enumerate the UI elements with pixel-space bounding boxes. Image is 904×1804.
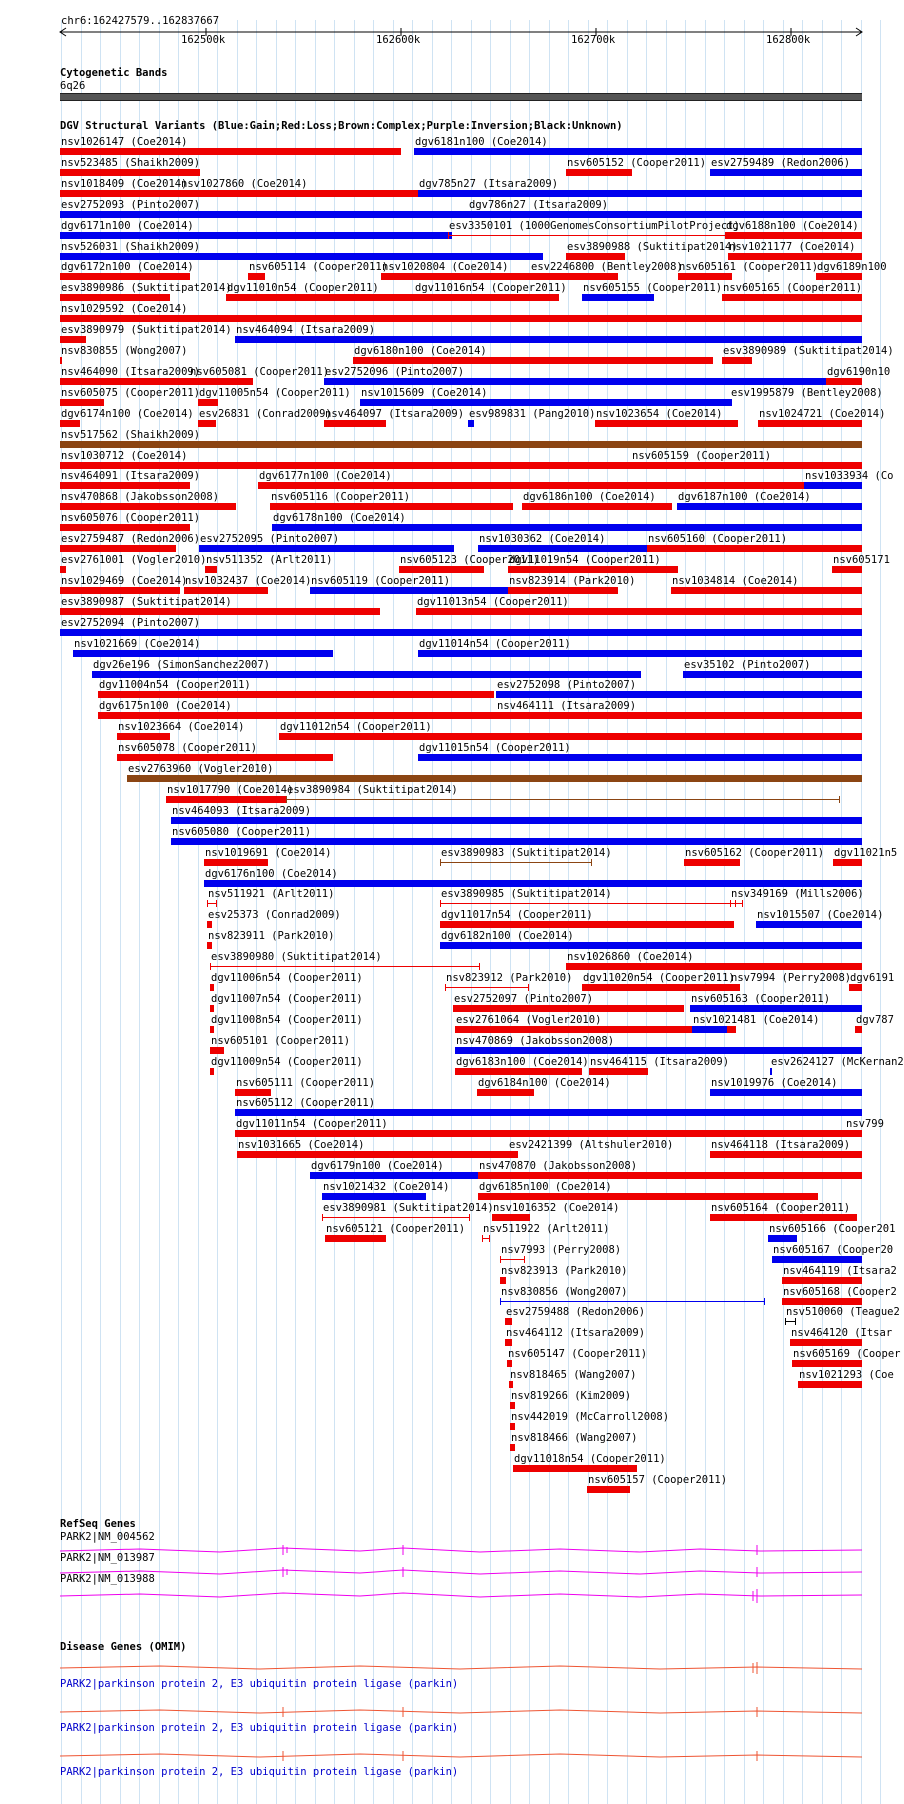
- variant-label[interactable]: nsv605157 (Cooper2011): [588, 1474, 728, 1486]
- variant-label[interactable]: nsv605075 (Cooper2011): [61, 387, 201, 399]
- variant-label[interactable]: dgv6189n100: [817, 261, 887, 273]
- variant-label[interactable]: esv3890985 (Suktitipat2014): [441, 888, 612, 900]
- variant-label[interactable]: nsv7994 (Perry2008): [731, 972, 852, 984]
- variant-label[interactable]: dgv785n27 (Itsara2009): [419, 178, 559, 190]
- ruler-tick-label: 162700k: [571, 34, 616, 46]
- variant-label[interactable]: dgv6172n100 (Coe2014): [61, 261, 194, 273]
- variant-label[interactable]: nsv1021432 (Coe2014): [323, 1181, 450, 1193]
- variant-label[interactable]: nsv523485 (Shaikh2009): [61, 157, 201, 169]
- variant-label[interactable]: dgv11016n54 (Cooper2011): [415, 282, 567, 294]
- variant-label[interactable]: nsv1015507 (Coe2014): [757, 909, 884, 921]
- variant-label[interactable]: dgv6190n10: [827, 366, 891, 378]
- variant-label[interactable]: esv26831 (Conrad2009): [199, 408, 332, 420]
- variant-label[interactable]: nsv823911 (Park2010): [208, 930, 335, 942]
- variant-label[interactable]: nsv605166 (Cooper201: [769, 1223, 896, 1235]
- variant-label[interactable]: nsv464091 (Itsara2009): [61, 470, 201, 482]
- variant-label[interactable]: esv2624127 (McKernan2: [771, 1056, 904, 1068]
- variant-label[interactable]: nsv605171: [833, 554, 890, 566]
- omim-gene-link[interactable]: PARK2|parkinson protein 2, E3 ubiquitin protein ligase (parkin): [60, 1722, 459, 1734]
- variant-label[interactable]: esv2752093 (Pinto2007): [61, 199, 201, 211]
- variant-label[interactable]: nsv605152 (Cooper2011): [567, 157, 707, 169]
- variant-label[interactable]: nsv605147 (Cooper2011): [508, 1348, 648, 1360]
- variant-label[interactable]: nsv823912 (Park2010): [446, 972, 573, 984]
- variant-label[interactable]: nsv605080 (Cooper2011): [172, 826, 312, 838]
- variant-label[interactable]: nsv526031 (Shaikh2009): [61, 241, 201, 253]
- variant-label[interactable]: dgv11014n54 (Cooper2011): [419, 638, 571, 650]
- refseq-track-title: RefSeq Genes: [60, 1518, 136, 1530]
- variant-label[interactable]: dgv6187n100 (Coe2014): [678, 491, 811, 503]
- variant-label[interactable]: dgv11004n54 (Cooper2011): [99, 679, 251, 691]
- variant-label[interactable]: nsv605163 (Cooper2011): [691, 993, 831, 1005]
- variant-label[interactable]: dgv6182n100 (Coe2014): [441, 930, 574, 942]
- dgv-track-title: DGV Structural Variants (Blue:Gain;Red:Loss;Brown:Complex;Purple:Inversion;Black:Unknown): [60, 120, 623, 132]
- variant-label[interactable]: esv3890980 (Suktitipat2014): [211, 951, 382, 963]
- variant-label[interactable]: nsv1026147 (Coe2014): [61, 136, 188, 148]
- variant-label[interactable]: esv2752095 (Pinto2007): [200, 533, 340, 545]
- variant-label[interactable]: dgv11020n54 (Cooper2011): [583, 972, 735, 984]
- variant-label[interactable]: dgv6183n100 (Coe2014): [456, 1056, 589, 1068]
- variant-label[interactable]: nsv605111 (Cooper2011): [236, 1077, 376, 1089]
- variant-label[interactable]: nsv605119 (Cooper2011): [311, 575, 451, 587]
- variant-label[interactable]: nsv605167 (Cooper20: [773, 1244, 894, 1256]
- variant-label[interactable]: dgv11008n54 (Cooper2011): [211, 1014, 363, 1026]
- omim-track-title: Disease Genes (OMIM): [60, 1641, 187, 1653]
- variant-label[interactable]: dgv11011n54 (Cooper2011): [236, 1118, 388, 1130]
- variant-label[interactable]: nsv7993 (Perry2008): [501, 1244, 622, 1256]
- variant-label[interactable]: dgv6184n100 (Coe2014): [478, 1077, 611, 1089]
- variant-label[interactable]: dgv11007n54 (Cooper2011): [211, 993, 363, 1005]
- variant-label[interactable]: nsv1021481 (Coe2014): [693, 1014, 820, 1026]
- variant-label[interactable]: nsv1031665 (Coe2014): [238, 1139, 365, 1151]
- variant-label[interactable]: nsv464090 (Itsara2009): [61, 366, 201, 378]
- variant-label[interactable]: nsv464119 (Itsara2: [783, 1265, 897, 1277]
- variant-label[interactable]: nsv464115 (Itsara2009): [590, 1056, 730, 1068]
- variant-label[interactable]: nsv605164 (Cooper2011): [711, 1202, 851, 1214]
- variant-label[interactable]: nsv605101 (Cooper2011): [211, 1035, 351, 1047]
- variant-label[interactable]: nsv605081 (Cooper2011): [190, 366, 330, 378]
- variant-label[interactable]: dgv6179n100 (Coe2014): [311, 1160, 444, 1172]
- variant-label[interactable]: dgv786n27 (Itsara2009): [469, 199, 609, 211]
- omim-gene-link[interactable]: PARK2|parkinson protein 2, E3 ubiquitin protein ligase (parkin): [60, 1678, 459, 1690]
- variant-label[interactable]: nsv605162 (Cooper2011): [685, 847, 825, 859]
- variant-label[interactable]: esv2246800 (Bentley2008): [531, 261, 683, 273]
- variant-label[interactable]: esv2759488 (Redon2006): [506, 1306, 646, 1318]
- variant-label[interactable]: dgv6186n100 (Coe2014): [523, 491, 656, 503]
- variant-label[interactable]: dgv6178n100 (Coe2014): [273, 512, 406, 524]
- variant-label[interactable]: dgv6180n100 (Coe2014): [354, 345, 487, 357]
- variant-label[interactable]: nsv511922 (Arlt2011): [483, 1223, 610, 1235]
- variant-label[interactable]: dgv11021n5: [834, 847, 898, 859]
- variant-label[interactable]: nsv605123 (Cooper2011): [400, 554, 540, 566]
- variant-label[interactable]: nsv464118 (Itsara2009): [711, 1139, 851, 1151]
- variant-label[interactable]: nsv830856 (Wong2007): [501, 1286, 628, 1298]
- variant-label[interactable]: nsv605116 (Cooper2011): [271, 491, 411, 503]
- variant-label[interactable]: nsv470869 (Jakobsson2008): [456, 1035, 615, 1047]
- variant-label[interactable]: nsv605168 (Cooper2: [783, 1286, 897, 1298]
- variant-label[interactable]: nsv1034814 (Coe2014): [672, 575, 799, 587]
- cytoband-track-title: Cytogenetic Bands: [60, 67, 168, 79]
- variant-label[interactable]: nsv823914 (Park2010): [509, 575, 636, 587]
- ruler-tick-label: 162600k: [376, 34, 421, 46]
- variant-label[interactable]: nsv1019976 (Coe2014): [711, 1077, 838, 1089]
- variant-label[interactable]: nsv1018409 (Coe2014): [61, 178, 188, 190]
- variant-label[interactable]: nsv830855 (Wong2007): [61, 345, 188, 357]
- variant-label[interactable]: nsv1021293 (Coe: [799, 1369, 894, 1381]
- variant-label[interactable]: nsv823913 (Park2010): [501, 1265, 628, 1277]
- variant-label[interactable]: esv3890988 (Suktitipat2014): [567, 241, 738, 253]
- variant-label[interactable]: esv3890984 (Suktitipat2014): [287, 784, 458, 796]
- variant-label[interactable]: nsv818465 (Wang2007): [510, 1369, 637, 1381]
- variant-label[interactable]: dgv11013n54 (Cooper2011): [417, 596, 569, 608]
- variant-label[interactable]: dgv6175n100 (Coe2014): [99, 700, 232, 712]
- variant-label[interactable]: dgv11006n54 (Cooper2011): [211, 972, 363, 984]
- variant-label[interactable]: nsv442019 (McCarroll2008): [511, 1411, 670, 1423]
- variant-label[interactable]: nsv605161 (Cooper2011): [679, 261, 819, 273]
- variant-label[interactable]: nsv1015609 (Coe2014): [361, 387, 488, 399]
- variant-label[interactable]: esv2759489 (Redon2006): [711, 157, 851, 169]
- variant-label[interactable]: nsv818466 (Wang2007): [511, 1432, 638, 1444]
- variant-label[interactable]: dgv6176n100 (Coe2014): [205, 868, 338, 880]
- variant-label[interactable]: esv2752096 (Pinto2007): [325, 366, 465, 378]
- variant-label[interactable]: dgv11009n54 (Cooper2011): [211, 1056, 363, 1068]
- variant-label[interactable]: esv3890986 (Suktitipat2014): [61, 282, 232, 294]
- variant-label[interactable]: esv2752094 (Pinto2007): [61, 617, 201, 629]
- variant-label[interactable]: nsv605121 (Cooper2011): [326, 1223, 466, 1235]
- variant-label[interactable]: nsv605160 (Cooper2011): [648, 533, 788, 545]
- variant-label[interactable]: nsv1019691 (Coe2014): [205, 847, 332, 859]
- variant-label[interactable]: nsv799: [846, 1118, 884, 1130]
- refseq-gene-label[interactable]: PARK2|NM_004562: [60, 1531, 155, 1543]
- variant-label[interactable]: nsv605165 (Cooper2011): [723, 282, 863, 294]
- variant-label[interactable]: dgv11017n54 (Cooper2011): [441, 909, 593, 921]
- variant-label[interactable]: nsv464111 (Itsara2009): [497, 700, 637, 712]
- variant-label[interactable]: esv2759487 (Redon2006): [61, 533, 201, 545]
- variant-label[interactable]: nsv1030712 (Coe2014): [61, 450, 188, 462]
- variant-label[interactable]: esv989831 (Pang2010): [469, 408, 596, 420]
- variant-label[interactable]: nsv1021669 (Coe2014): [74, 638, 201, 650]
- variant-label[interactable]: dgv26e196 (SimonSanchez2007): [93, 659, 271, 671]
- variant-label[interactable]: nsv605155 (Cooper2011): [583, 282, 723, 294]
- variant-label[interactable]: nsv1032437 (Coe2014): [185, 575, 312, 587]
- variant-label[interactable]: nsv517562 (Shaikh2009): [61, 429, 201, 441]
- variant-label[interactable]: dgv11012n54 (Cooper2011): [280, 721, 432, 733]
- variant-label[interactable]: nsv349169 (Mills2006): [731, 888, 864, 900]
- variant-label[interactable]: esv2421399 (Altshuler2010): [509, 1139, 674, 1151]
- variant-label[interactable]: esv2752097 (Pinto2007): [454, 993, 594, 1005]
- variant-label[interactable]: dgv11019n54 (Cooper2011): [509, 554, 661, 566]
- variant-label[interactable]: esv3890983 (Suktitipat2014): [441, 847, 612, 859]
- variant-label[interactable]: esv2752098 (Pinto2007): [497, 679, 637, 691]
- variant-label[interactable]: nsv464093 (Itsara2009): [172, 805, 312, 817]
- variant-label[interactable]: nsv1026860 (Coe2014): [567, 951, 694, 963]
- variant-label[interactable]: dgv11010n54 (Cooper2011): [227, 282, 379, 294]
- variant-label[interactable]: esv1995879 (Bentley2008): [731, 387, 883, 399]
- refseq-gene-label[interactable]: PARK2|NM_013988: [60, 1573, 155, 1585]
- variant-label[interactable]: dgv787: [856, 1014, 894, 1026]
- variant-label[interactable]: dgv11005n54 (Cooper2011): [199, 387, 351, 399]
- variant-label[interactable]: nsv510060 (Teague2: [786, 1306, 900, 1318]
- variant-label[interactable]: dgv6177n100 (Coe2014): [259, 470, 392, 482]
- refseq-gene-label[interactable]: PARK2|NM_013987: [60, 1552, 155, 1564]
- variant-label[interactable]: nsv605078 (Cooper2011): [118, 742, 258, 754]
- variant-label[interactable]: nsv1023664 (Coe2014): [118, 721, 245, 733]
- variant-label[interactable]: esv3350101 (1000GenomesConsortiumPilotProject): [449, 220, 740, 232]
- variant-label[interactable]: nsv464112 (Itsara2009): [506, 1327, 646, 1339]
- variant-label[interactable]: nsv1024721 (Coe2014): [759, 408, 886, 420]
- variant-label[interactable]: nsv819266 (Kim2009): [511, 1390, 632, 1402]
- variant-label[interactable]: nsv605076 (Cooper2011): [61, 512, 201, 524]
- variant-label[interactable]: esv2763960 (Vogler2010): [128, 763, 274, 775]
- variant-label[interactable]: nsv605159 (Cooper2011): [632, 450, 772, 462]
- variant-label[interactable]: dgv11015n54 (Cooper2011): [419, 742, 571, 754]
- cytoband-label: 6q26: [60, 80, 86, 92]
- variant-label[interactable]: nsv1029469 (Coe2014): [61, 575, 188, 587]
- variant-label[interactable]: nsv511921 (Arlt2011): [208, 888, 335, 900]
- variant-label[interactable]: nsv605114 (Cooper2011): [249, 261, 389, 273]
- variant-label[interactable]: nsv1017790 (Coe2014): [167, 784, 294, 796]
- variant-label[interactable]: esv2761064 (Vogler2010): [456, 1014, 602, 1026]
- variant-label[interactable]: nsv605112 (Cooper2011): [236, 1097, 376, 1109]
- variant-label[interactable]: esv3890979 (Suktitipat2014): [61, 324, 232, 336]
- variant-label[interactable]: dgv6171n100 (Coe2014): [61, 220, 194, 232]
- variant-label[interactable]: nsv1027860 (Coe2014): [181, 178, 308, 190]
- variant-label[interactable]: esv3890987 (Suktitipat2014): [61, 596, 232, 608]
- variant-label[interactable]: nsv605169 (Cooper: [793, 1348, 901, 1360]
- variant-label[interactable]: dgv6188n100 (Coe2014): [726, 220, 859, 232]
- variant-label[interactable]: esv35102 (Pinto2007): [684, 659, 811, 671]
- variant-label[interactable]: nsv1021177 (Coe2014): [729, 241, 856, 253]
- omim-gene-link[interactable]: PARK2|parkinson protein 2, E3 ubiquitin protein ligase (parkin): [60, 1766, 459, 1778]
- variant-label[interactable]: nsv1030362 (Coe2014): [479, 533, 606, 545]
- ruler-tick-label: 162800k: [766, 34, 811, 46]
- variant-label[interactable]: nsv464120 (Itsar: [791, 1327, 893, 1339]
- variant-label[interactable]: nsv470870 (Jakobsson2008): [479, 1160, 638, 1172]
- variant-label[interactable]: nsv464097 (Itsara2009): [325, 408, 465, 420]
- variant-label[interactable]: nsv511352 (Arlt2011): [206, 554, 333, 566]
- variant-label[interactable]: dgv6174n100 (Coe2014): [61, 408, 194, 420]
- variant-label[interactable]: dgv11018n54 (Cooper2011): [514, 1453, 666, 1465]
- variant-label[interactable]: esv3890981 (Suktitipat2014): [323, 1202, 494, 1214]
- variant-label[interactable]: nsv470868 (Jakobsson2008): [61, 491, 220, 503]
- variant-label[interactable]: nsv1020804 (Coe2014): [382, 261, 509, 273]
- variant-label[interactable]: nsv1033934 (Co: [805, 470, 894, 482]
- variant-label[interactable]: dgv6181n100 (Coe2014): [415, 136, 548, 148]
- variant-label[interactable]: esv25373 (Conrad2009): [208, 909, 341, 921]
- variant-label[interactable]: esv2761001 (Vogler2010): [61, 554, 207, 566]
- variant-label[interactable]: nsv1016352 (Coe2014): [493, 1202, 620, 1214]
- variant-label[interactable]: nsv1029592 (Coe2014): [61, 303, 188, 315]
- variant-label[interactable]: nsv464094 (Itsara2009): [236, 324, 376, 336]
- variant-label[interactable]: dgv6185n100 (Coe2014): [479, 1181, 612, 1193]
- variant-label[interactable]: nsv1023654 (Coe2014): [596, 408, 723, 420]
- ruler-tick-label: 162500k: [181, 34, 226, 46]
- variant-label[interactable]: dgv6191: [850, 972, 895, 984]
- variant-label[interactable]: esv3890989 (Suktitipat2014): [723, 345, 894, 357]
- ruler-location: chr6:162427579..162837667: [61, 15, 220, 27]
